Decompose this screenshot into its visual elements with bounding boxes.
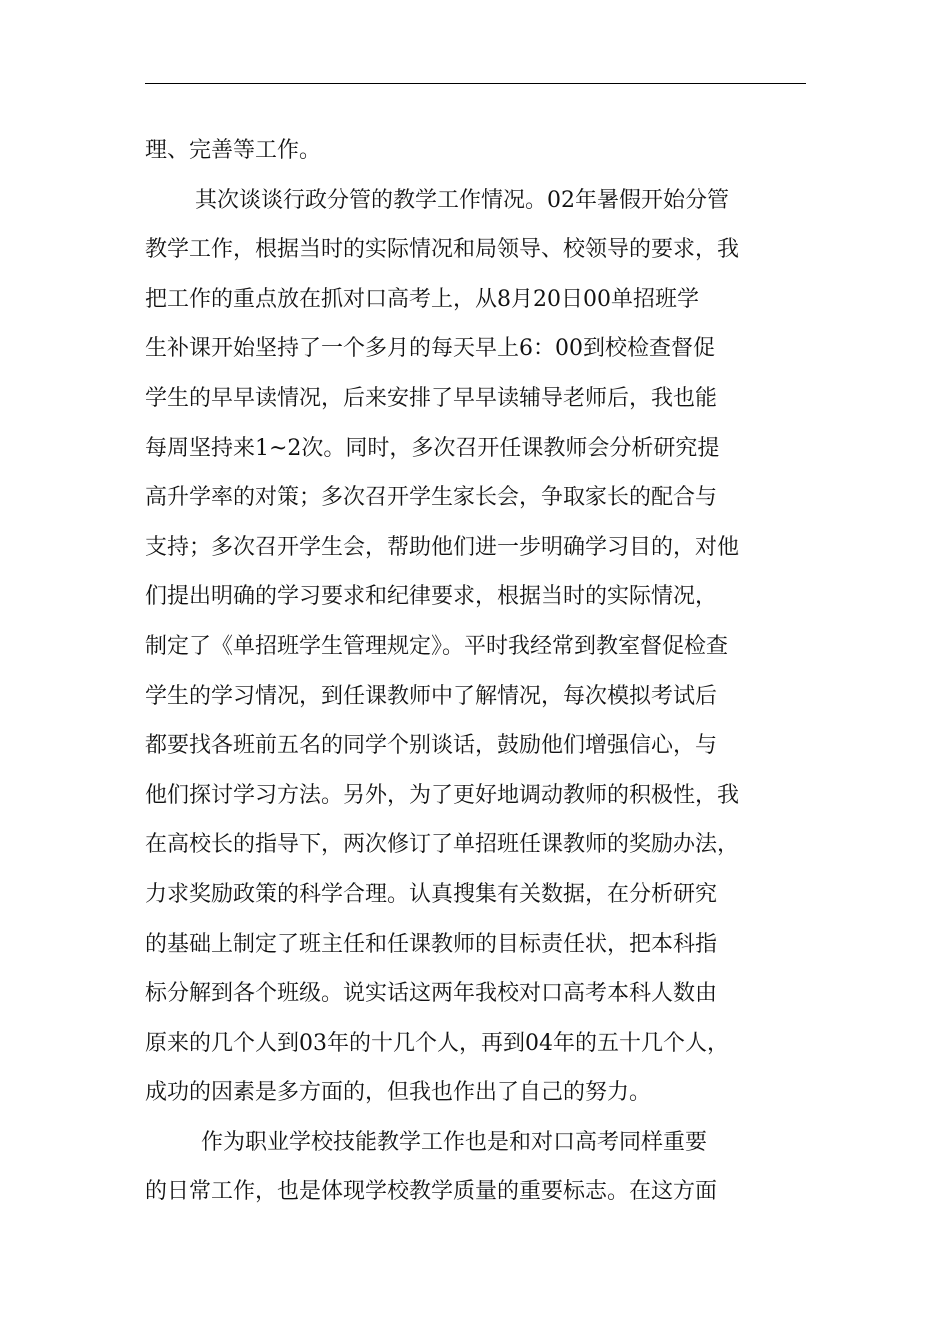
text-line: 原来的几个人到03年的十几个人，再到04年的五十几个人， <box>145 1030 729 1056</box>
text-line: 都要找各班前五名的同学个别谈话，鼓励他们增强信心，与 <box>145 733 718 759</box>
text-line: 生补课开始坚持了一个多月的每天早上6：00到校检查督促 <box>145 336 715 362</box>
text-line: 学生的学习情况，到任课教师中了解情况，每次模拟考试后 <box>145 683 718 709</box>
text-line: 成功的因素是多方面的，但我也作出了自己的努力。 <box>145 1080 652 1106</box>
text-line: 高升学率的对策；多次召开学生家长会，争取家长的配合与 <box>145 485 718 511</box>
text-line: 标分解到各个班级。说实话这两年我校对口高考本科人数由 <box>145 981 718 1007</box>
text-line: 他们探讨学习方法。另外，为了更好地调动教师的积极性，我 <box>145 782 740 808</box>
text-line: 的基础上制定了班主任和任课教师的目标责任状，把本科指 <box>145 931 718 957</box>
body-text <box>145 126 806 1217</box>
paragraph-start-line: 作为职业学校技能教学工作也是和对口高考同样重要 <box>201 1129 708 1155</box>
text-line: 的日常工作，也是体现学校教学质量的重要标志。在这方面 <box>145 1179 718 1205</box>
text-line: 们提出明确的学习要求和纪律要求，根据当时的实际情况， <box>145 584 718 610</box>
text-line: 把工作的重点放在抓对口高考上，从8月20日00单招班学 <box>145 286 699 312</box>
text-line: 理、完善等工作。 <box>145 138 322 163</box>
text-line: 每周坚持来1~2次。同时，多次召开任课教师会分析研究提 <box>145 435 720 461</box>
text-line: 在高校长的指导下，两次修订了单招班任课教师的奖励办法， <box>145 832 740 858</box>
text-line: 制定了《单招班学生管理规定》。平时我经常到教室督促检查 <box>145 633 729 659</box>
paragraph-start-line: 其次谈谈行政分管的教学工作情况。02年暑假开始分管 <box>195 187 729 213</box>
text-line: 教学工作，根据当时的实际情况和局领导、校领导的要求，我 <box>145 237 740 263</box>
header-rule <box>145 83 806 84</box>
text-line: 学生的早早读情况，后来安排了早早读辅导老师后，我也能 <box>145 385 718 411</box>
text-line: 力求奖励政策的科学合理。认真搜集有关数据，在分析研究 <box>145 881 718 907</box>
text-line: 支持；多次召开学生会，帮助他们进一步明确学习目的，对他 <box>145 534 740 560</box>
